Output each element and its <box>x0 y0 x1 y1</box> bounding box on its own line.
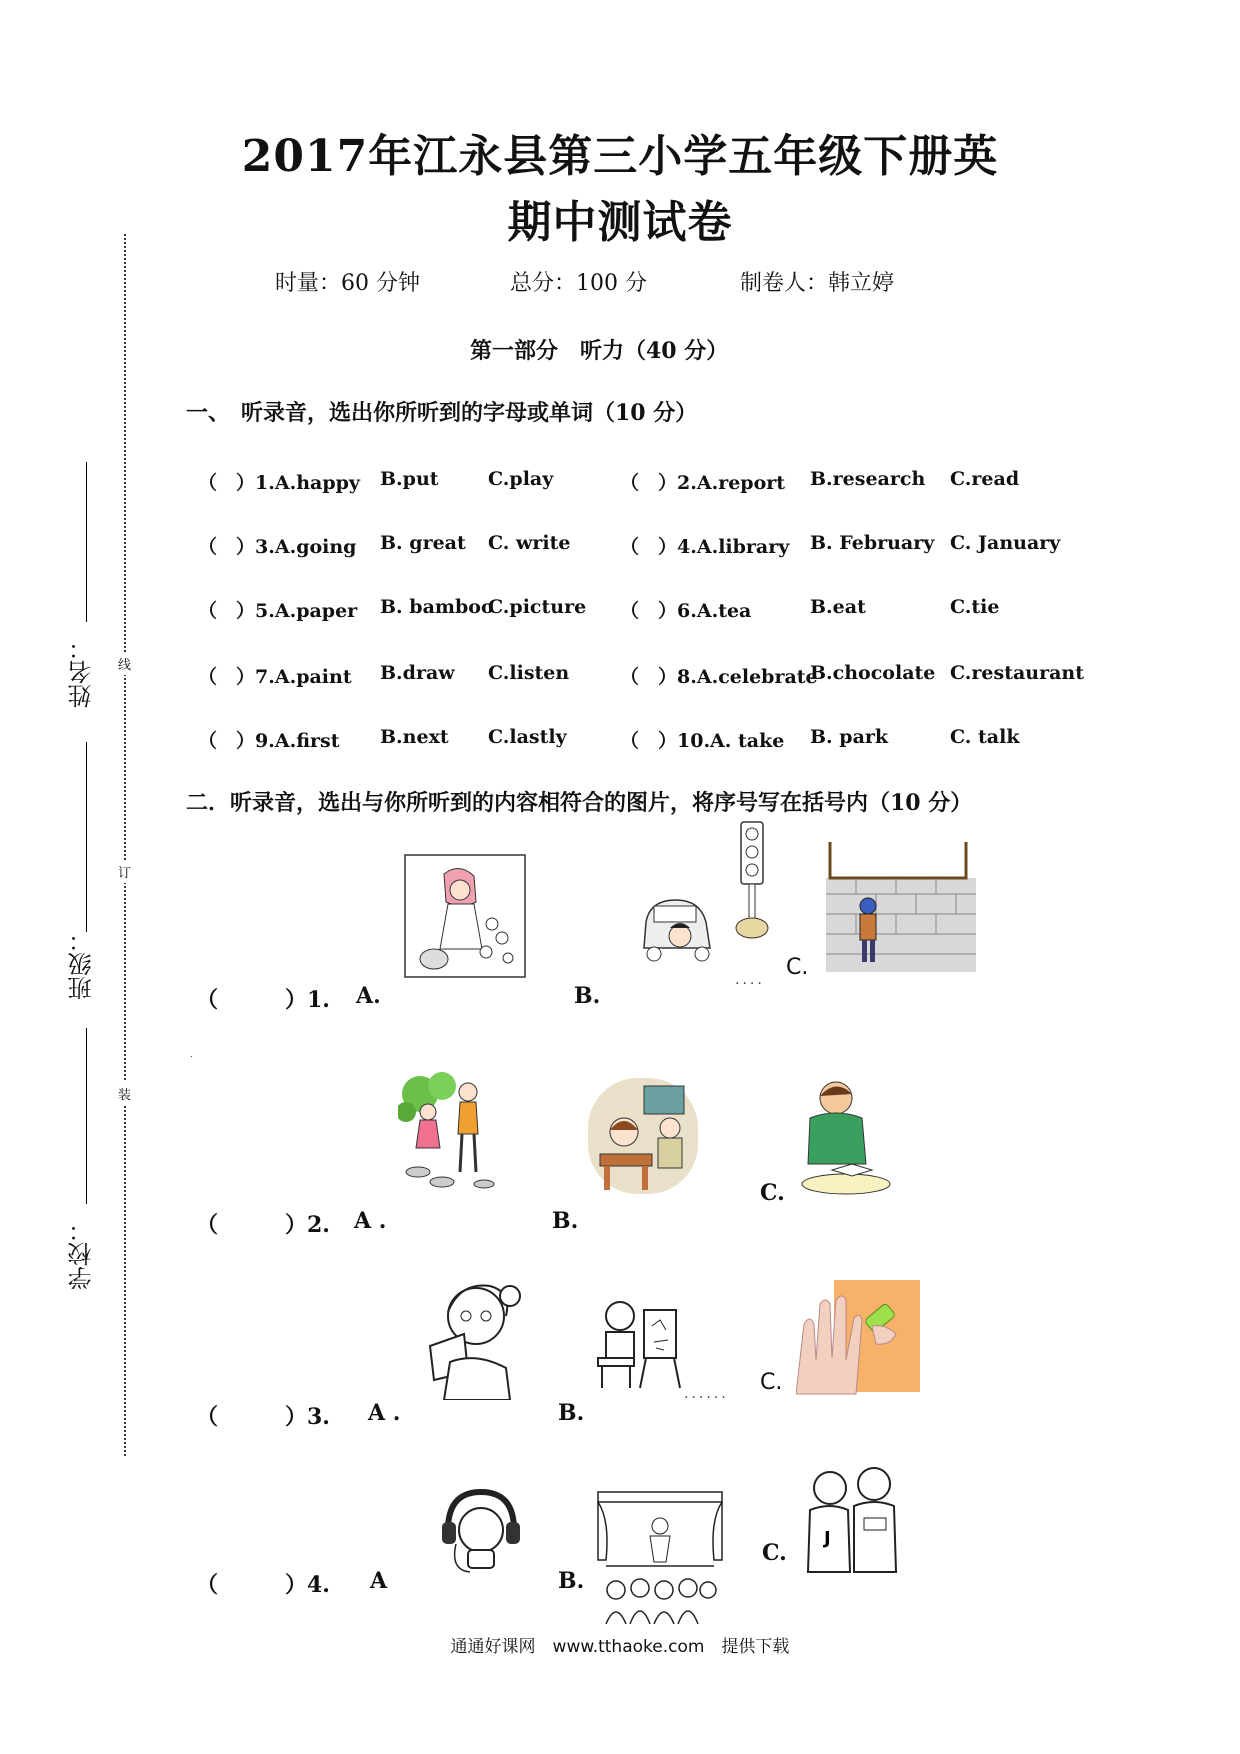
question-number: ）1. <box>285 987 330 1013</box>
option-text: B.chocolate <box>810 662 936 684</box>
option-c-label: C. <box>786 955 809 980</box>
question-item: （ ）5.A.paper <box>198 600 358 622</box>
svg-text:J: J <box>824 1528 831 1549</box>
time-limit: 时量：60 分钟 <box>275 271 420 296</box>
headphones-icon <box>440 1486 522 1576</box>
option-b-label: B. <box>574 983 601 1009</box>
option-text: C.listen <box>488 662 570 684</box>
total-score: 总分：100 分 <box>510 271 647 296</box>
option-text: B.research <box>810 468 926 490</box>
school-label: 学校： <box>68 1218 96 1290</box>
car-and-boy-icon <box>640 892 714 970</box>
option-text: C.restaurant <box>950 662 1085 684</box>
author: 制卷人：韩立婷 <box>740 271 895 296</box>
option-text: B. bamboo <box>380 596 494 618</box>
question-item: （ ）6.A.tea <box>620 600 752 622</box>
dot-leader: .... <box>735 972 765 988</box>
option-text: C.read <box>950 468 1020 490</box>
option-b-label: B. <box>558 1400 585 1426</box>
stray-mark: . <box>190 1050 193 1059</box>
question-number: ）4. <box>285 1572 330 1598</box>
answer-paren-open: （ <box>196 1212 219 1238</box>
option-c-label: C. <box>760 1370 783 1395</box>
option-b-label: B. <box>552 1208 579 1234</box>
question-item: （ ）9.A.first <box>198 730 340 752</box>
option-text: B.put <box>380 468 439 490</box>
section1-heading: 一、 听录音，选出你所听到的字母或单词（10 分） <box>186 400 698 426</box>
option-a-label: A. <box>356 983 381 1009</box>
boy-drawing-on-wall-icon <box>826 842 976 972</box>
option-text: C. write <box>488 532 571 554</box>
option-text: C. January <box>950 532 1061 554</box>
option-a-label: A . <box>368 1400 401 1426</box>
option-a-label: A <box>370 1568 388 1594</box>
question-item: （ ）10.A. take <box>620 730 785 752</box>
answer-paren-open: （ <box>196 1404 219 1430</box>
binding-mark-zhuang: 装 <box>118 1082 131 1105</box>
school-underline <box>86 1028 87 1204</box>
question-item: （ ）7.A.paint <box>198 666 352 688</box>
hand-with-marker-icon <box>796 1274 922 1398</box>
option-text: B.next <box>380 726 449 748</box>
option-text: B. February <box>810 532 935 554</box>
page-title: 2017年江永县第三小学五年级下册英 <box>241 131 999 182</box>
name-label: 姓名： <box>68 636 96 708</box>
two-boys-icon <box>798 1464 906 1574</box>
binding-mark-ding: 订 <box>118 860 131 883</box>
option-c-label: C. <box>760 1180 785 1206</box>
girl-picking-flowers-icon <box>404 854 526 978</box>
option-text: C.tie <box>950 596 1000 618</box>
option-b-label: B. <box>558 1568 585 1594</box>
child-painting-icon <box>594 1296 684 1392</box>
option-c-label: C. <box>762 1540 787 1566</box>
question-number: ）3. <box>285 1404 330 1430</box>
question-item: （ ）3.A.going <box>198 536 357 558</box>
question-item: （ ）4.A.library <box>620 536 790 558</box>
section2-heading: 二．听录音，选出与你所听到的内容相符合的图片，将序号写在括号内（10 分） <box>186 790 973 816</box>
part1-heading: 第一部分 听力（40 分） <box>470 338 729 364</box>
option-text: C. talk <box>950 726 1020 748</box>
name-underline <box>86 462 87 622</box>
question-number: ）2. <box>285 1212 330 1238</box>
footer-text: 通通好课网 www.tthaoke.com 提供下载 <box>450 1637 790 1657</box>
page-subtitle: 期中测试卷 <box>507 197 733 248</box>
girl-reading-icon <box>420 1272 534 1400</box>
option-text: B.draw <box>380 662 455 684</box>
option-text: B. great <box>380 532 466 554</box>
binding-dotted-line <box>124 234 126 1456</box>
option-a-label: A . <box>354 1208 387 1234</box>
traffic-light-icon <box>725 820 781 942</box>
option-text: C.lastly <box>488 726 567 748</box>
class-label: 班级： <box>68 928 96 1000</box>
option-text: C.picture <box>488 596 587 618</box>
question-item: （ ）2.A.report <box>620 472 786 494</box>
option-text: C.play <box>488 468 554 490</box>
option-text: B.eat <box>810 596 866 618</box>
question-item: （ ）8.A.celebrate <box>620 666 818 688</box>
man-reading-icon <box>796 1074 894 1198</box>
option-text: B. park <box>810 726 889 748</box>
class-underline <box>86 742 87 932</box>
children-in-garden-icon <box>398 1072 502 1192</box>
question-item: （ ）1.A.happy <box>198 472 360 494</box>
stage-show-icon <box>596 1490 724 1624</box>
dot-leader: ...... <box>684 1386 729 1402</box>
answer-paren-open: （ <box>196 1572 219 1598</box>
binding-mark-xian: 线 <box>118 652 131 675</box>
answer-paren-open: （ <box>196 987 219 1013</box>
girls-in-classroom-icon <box>584 1074 702 1198</box>
